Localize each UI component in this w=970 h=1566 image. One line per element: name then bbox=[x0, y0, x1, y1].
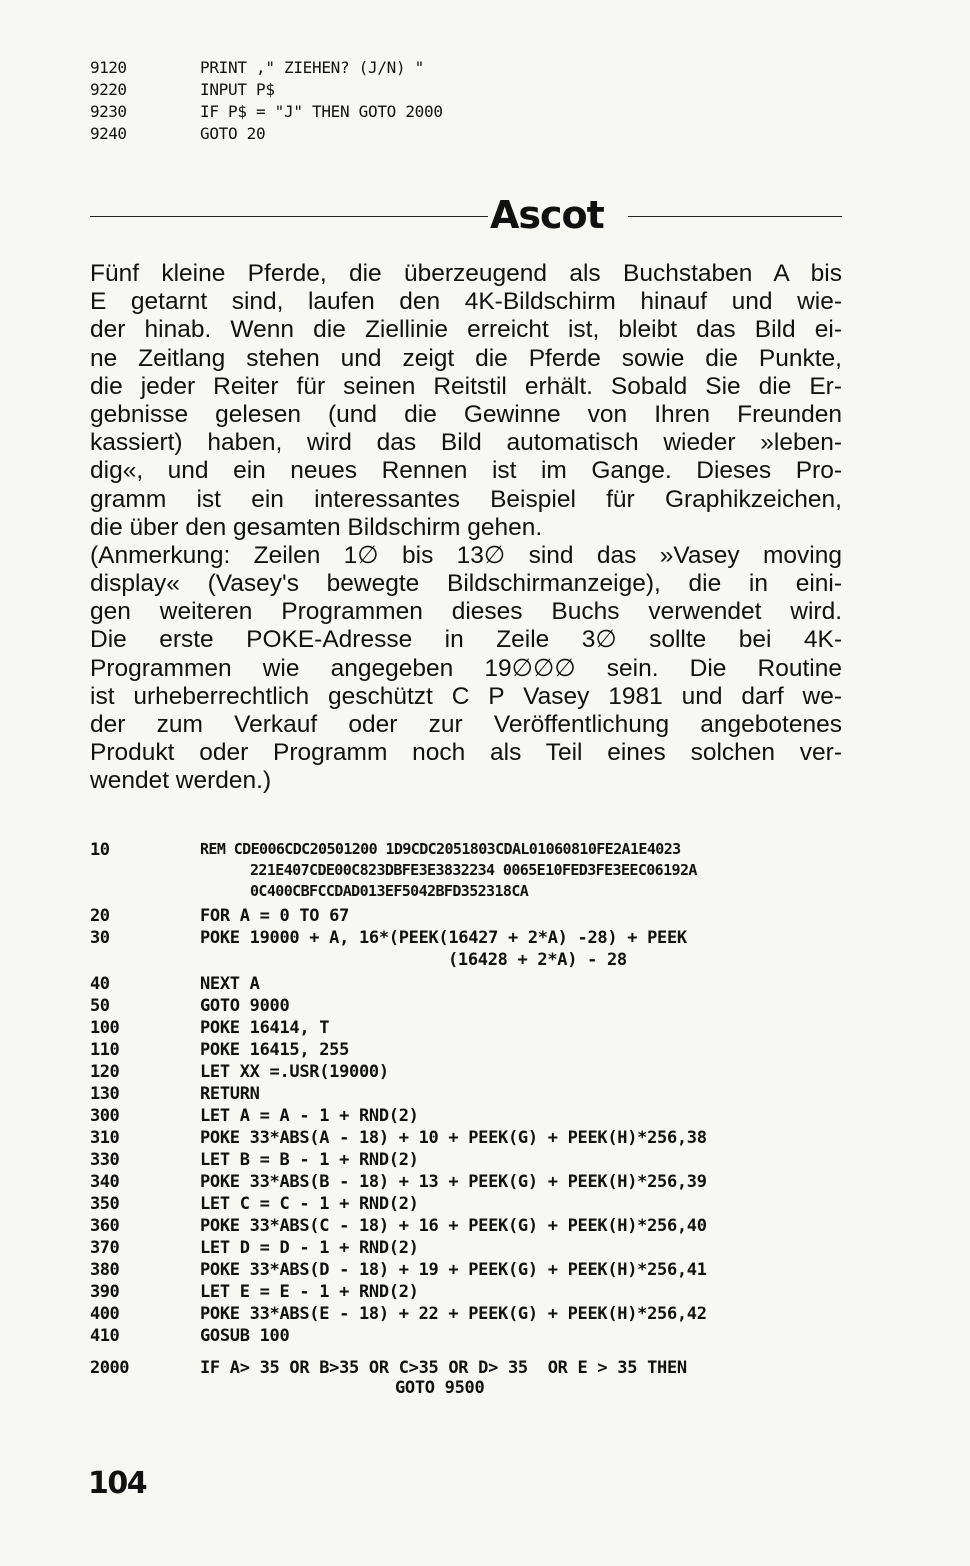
text-line: gebnisse gelesen (und die Gewinne von Ihren Freunden bbox=[90, 400, 842, 428]
code-line bbox=[90, 1172, 707, 1194]
line-number: 410 bbox=[90, 1326, 120, 1346]
statement: RETURN bbox=[200, 1084, 260, 1104]
statement: LET A = A - 1 + RND(2) bbox=[200, 1106, 419, 1126]
line-number: 9120 bbox=[90, 58, 127, 77]
page-number: 104 bbox=[88, 1466, 147, 1501]
statement: GOTO 20 bbox=[200, 124, 266, 143]
text-line: ist urheberrechtlich geschützt C P Vasey 1981 und darf we- bbox=[90, 682, 842, 710]
text-line: der zum Verkauf oder zur Veröffentlichung angebotenes bbox=[90, 711, 842, 738]
statement: INPUT P$ bbox=[200, 80, 275, 99]
line-number: 10 bbox=[90, 840, 110, 860]
statement: LET E = E - 1 + RND(2) bbox=[200, 1282, 419, 1302]
line-number: 20 bbox=[90, 906, 110, 926]
line-number: 9240 bbox=[90, 124, 127, 143]
line-number: 40 bbox=[90, 974, 110, 994]
code-line bbox=[90, 1260, 707, 1282]
code-line bbox=[90, 996, 290, 1018]
statement-continuation: (16428 + 2*A) - 28 bbox=[448, 950, 627, 970]
code-line bbox=[90, 1326, 290, 1348]
text-line: wendet werden.) bbox=[90, 767, 272, 795]
heading-title: Ascot bbox=[490, 193, 604, 237]
line-number: 330 bbox=[90, 1150, 120, 1170]
line-number: 110 bbox=[90, 1040, 120, 1060]
text-line: gen weiteren Programmen dieses Buchs verwendet wird. bbox=[90, 598, 842, 626]
statement: LET B = B - 1 + RND(2) bbox=[200, 1150, 419, 1170]
text-line: Fünf kleine Pferde, die überzeugend als Buchstaben A bis bbox=[90, 260, 842, 287]
line-number: 2000 bbox=[90, 1358, 129, 1378]
code-line bbox=[90, 1282, 419, 1304]
section-heading bbox=[90, 192, 842, 242]
line-number: 50 bbox=[90, 996, 110, 1016]
line-number: 360 bbox=[90, 1216, 120, 1236]
code-line bbox=[90, 840, 697, 906]
statement: FOR A = 0 TO 67 bbox=[200, 906, 350, 926]
code-line bbox=[90, 1062, 389, 1084]
text-line: dig«, und ein neues Rennen ist im Gange. Dieses Pro- bbox=[90, 457, 842, 485]
line-number: 310 bbox=[90, 1128, 120, 1148]
text-line: Produkt oder Programm noch als Teil eines solchen ver- bbox=[90, 739, 842, 767]
line-number: 30 bbox=[90, 928, 110, 948]
line-number: 400 bbox=[90, 1304, 120, 1324]
statement: PRINT ," ZIEHEN? (J/N) " bbox=[200, 58, 424, 77]
code-line bbox=[90, 1194, 419, 1216]
code-line bbox=[90, 974, 260, 996]
code-line bbox=[90, 1238, 419, 1260]
description-paragraph bbox=[90, 260, 842, 796]
statement: POKE 19000 + A, 16*(PEEK(16427 + 2*A) -28) + PEEK bbox=[200, 928, 687, 948]
statement-continuation: 221E407CDE00C823DBFE3E3832234 0065E10FED3FE3EEC06192A bbox=[250, 861, 697, 879]
code-line bbox=[90, 1040, 350, 1062]
code-line bbox=[90, 1106, 419, 1128]
statement: IF P$ = "J" THEN GOTO 2000 bbox=[200, 102, 443, 121]
text-line: E getarnt sind, laufen den 4K-Bildschirm hinauf und wie- bbox=[90, 288, 842, 316]
statement-continuation: GOTO 9500 bbox=[395, 1378, 485, 1398]
statement: LET C = C - 1 + RND(2) bbox=[200, 1194, 419, 1214]
code-line bbox=[90, 928, 687, 974]
text-line: Die erste POKE-Adresse in Zeile 3∅ sollte bei 4K- bbox=[90, 626, 842, 654]
line-number: 130 bbox=[90, 1084, 120, 1104]
statement: LET XX =.USR(19000) bbox=[200, 1062, 389, 1082]
code-line bbox=[90, 1084, 260, 1106]
line-number: 100 bbox=[90, 1018, 120, 1038]
text-line: ne Zeitlang stehen und zeigt die Pferde sowie die Punkte, bbox=[90, 344, 842, 372]
code-line bbox=[90, 1018, 330, 1040]
statement: POKE 33*ABS(E - 18) + 22 + PEEK(G) + PEEK(H)*256,42 bbox=[200, 1304, 707, 1324]
line-number: 9220 bbox=[90, 80, 127, 99]
code-line bbox=[90, 1358, 687, 1404]
code-line bbox=[90, 1304, 707, 1326]
text-line: der hinab. Wenn die Ziellinie erreicht ist, bleibt das Bild ei- bbox=[90, 316, 842, 344]
line-number: 350 bbox=[90, 1194, 120, 1214]
statement: POKE 16415, 255 bbox=[200, 1040, 350, 1060]
line-number: 9230 bbox=[90, 102, 127, 121]
statement: REM CDE006CDC20501200 1D9CDC2051803CDAL01060810FE2A1E4023 bbox=[200, 840, 681, 858]
statement: IF A> 35 OR B>35 OR C>35 OR D> 35 OR E > 35 THEN bbox=[200, 1358, 687, 1378]
line-number: 300 bbox=[90, 1106, 120, 1126]
statement: POKE 33*ABS(C - 18) + 16 + PEEK(G) + PEEK(H)*256,40 bbox=[200, 1216, 707, 1236]
text-line: display« (Vasey's bewegte Bildschirmanzeige), die in eini- bbox=[90, 570, 842, 598]
text-line: die jeder Reiter für seinen Reitstil erhält. Sobald Sie die Er- bbox=[90, 372, 842, 400]
line-number: 120 bbox=[90, 1062, 120, 1082]
statement: LET D = D - 1 + RND(2) bbox=[200, 1238, 419, 1258]
text-line: gramm ist ein interessantes Beispiel für Graphikzeichen, bbox=[90, 485, 842, 513]
code-line bbox=[90, 1128, 707, 1150]
statement: POKE 33*ABS(A - 18) + 10 + PEEK(G) + PEEK(H)*256,38 bbox=[200, 1128, 707, 1148]
statement: NEXT A bbox=[200, 974, 260, 994]
code-line bbox=[90, 1348, 129, 1358]
line-number: 380 bbox=[90, 1260, 120, 1280]
statement: GOTO 9000 bbox=[200, 996, 290, 1016]
text-line: (Anmerkung: Zeilen 1∅ bis 13∅ sind das »Vasey moving bbox=[90, 541, 842, 569]
text-line: kassiert) haben, wird das Bild automatisch wieder »leben- bbox=[90, 429, 842, 457]
line-number: 390 bbox=[90, 1282, 120, 1302]
statement-continuation: 0C400CBFCCDAD013EF5042BFD352318CA bbox=[250, 882, 529, 900]
text-line: die über den gesamten Bildschirm gehen. bbox=[90, 513, 543, 541]
line-number: 370 bbox=[90, 1238, 120, 1258]
statement: POKE 33*ABS(D - 18) + 19 + PEEK(G) + PEEK(H)*256,41 bbox=[200, 1260, 707, 1280]
code-line bbox=[90, 1150, 419, 1172]
heading-rule-left bbox=[90, 216, 488, 217]
code-line bbox=[90, 906, 350, 928]
program-listing bbox=[90, 840, 707, 1404]
statement: POKE 16414, T bbox=[200, 1018, 330, 1038]
code-line bbox=[90, 1216, 707, 1238]
line-number: 340 bbox=[90, 1172, 120, 1192]
heading-rule-right bbox=[628, 216, 842, 217]
text-line: Programmen wie angegeben 19∅∅∅ sein. Die Routine bbox=[90, 654, 842, 682]
statement: GOSUB 100 bbox=[200, 1326, 290, 1346]
statement: POKE 33*ABS(B - 18) + 13 + PEEK(G) + PEEK(H)*256,39 bbox=[200, 1172, 707, 1192]
